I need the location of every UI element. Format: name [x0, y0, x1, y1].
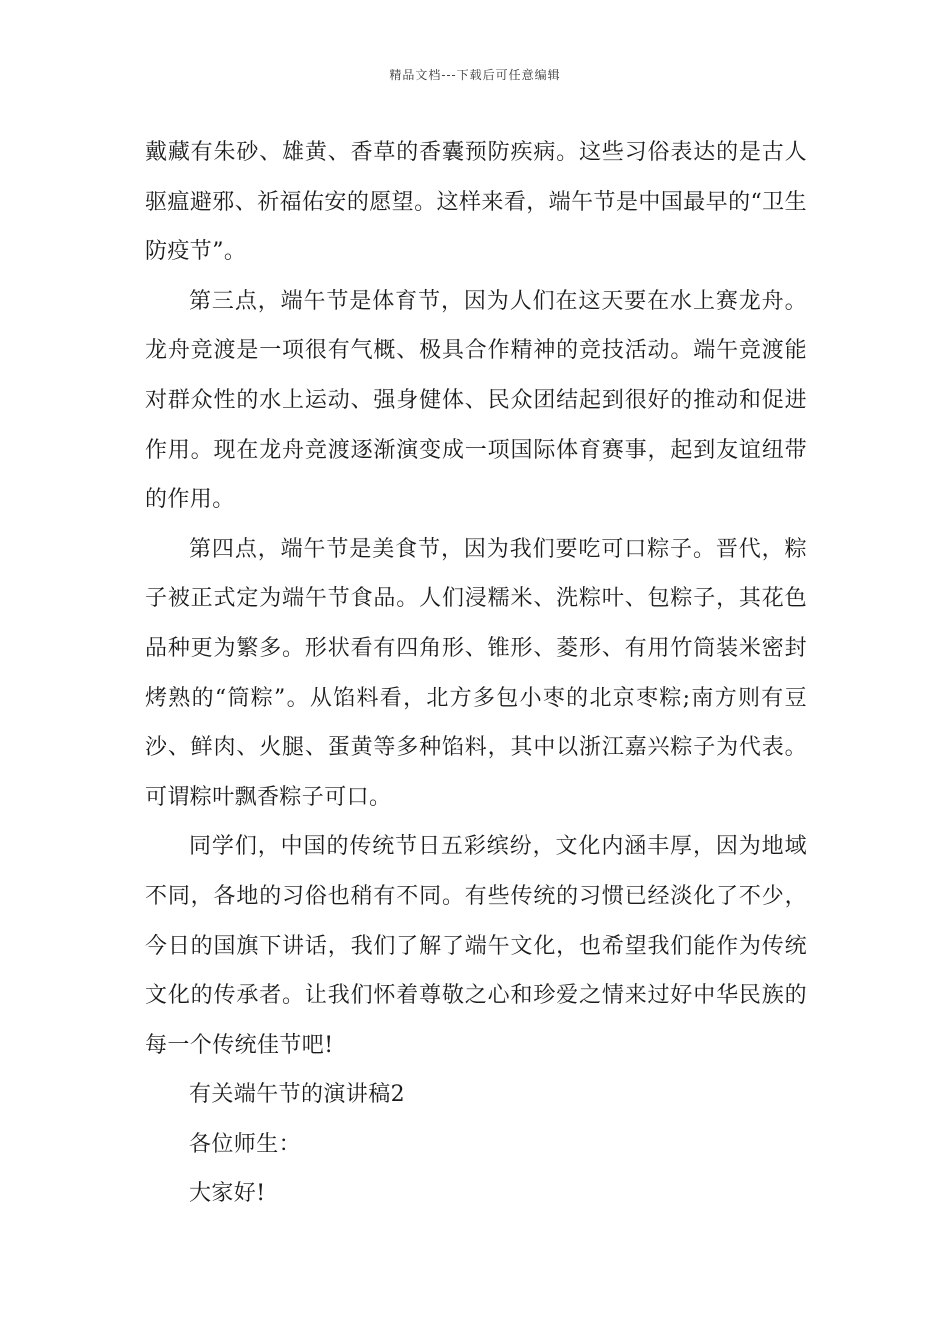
salutation: 各位师生： [189, 1131, 302, 1157]
greeting: 大家好! [189, 1181, 266, 1207]
body-paragraph: 第三点，端午节是体育节，因为人们在这天要在水上赛龙舟。龙舟竞渡是一项很有气概、极具合作精神的竞技活动。端午竞渡能对群众性的水上运动、强身健体、民众团结起到很好的推动和促进作用。现在龙舟竞渡逐渐演变成一项国际体育赛事，起到友谊纽带的作用。 [145, 288, 807, 513]
body-paragraph: 第四点，端午节是美食节，因为我们要吃可口粽子。晋代，粽子被正式定为端午节食品。人们浸糯米、洗粽叶、包粽子，其花色品种更为繁多。形状看有四角形、锥形、菱形、有用竹筒装米密封烤熟的“筒粽”。从馅料看，北方多包小枣的北京枣粽;南方则有豆沙、鲜肉、火腿、蛋黄等多种馅料，其中以浙江嘉兴粽子为代表。可谓粽叶飘香粽子可口。 [145, 536, 807, 810]
body-paragraph: 戴藏有朱砂、雄黄、香草的香囊预防疾病。这些习俗表达的是古人驱瘟避邪、祈福佑安的愿望。这样来看，端午节是中国最早的“卫生防疫节”。 [145, 140, 807, 265]
section-title: 有关端午节的演讲稿2 [189, 1082, 405, 1108]
document-body [145, 128, 807, 1219]
page-header: 精品文档---下载后可任意编辑 [389, 68, 561, 82]
body-paragraph: 同学们，中国的传统节日五彩缤纷，文化内涵丰厚，因为地域不同，各地的习俗也稍有不同。有些传统的习惯已经淡化了不少，今日的国旗下讲话，我们了解了端午文化，也希望我们能作为传统文化的传承者。让我们怀着尊敬之心和珍爱之情来过好中华民族的每一个传统佳节吧! [145, 834, 807, 1058]
